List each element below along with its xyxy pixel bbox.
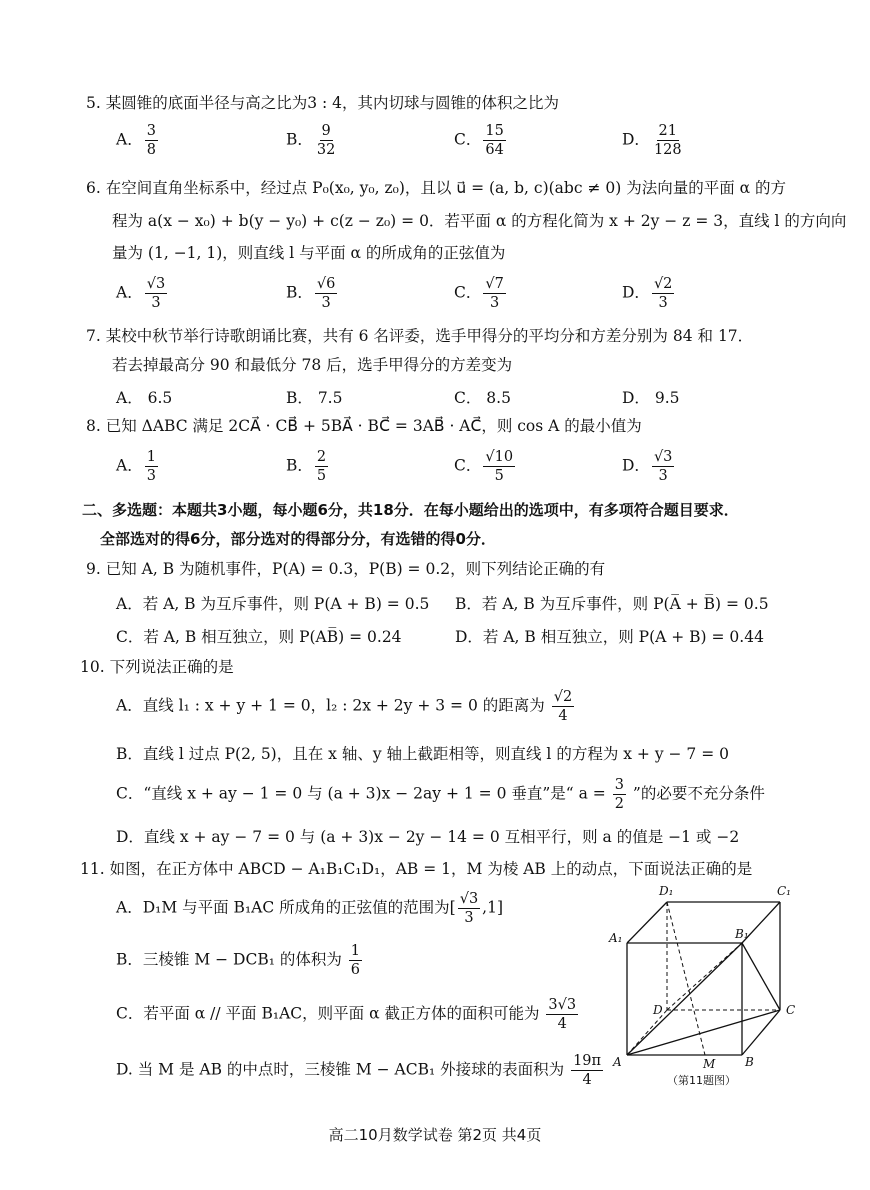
q11-d-pre: D. 当 M 是 AB 的中点时，三棱锥 M − ACB₁ 外接球的表面积为 bbox=[116, 1060, 565, 1079]
q6-option-letter: D． bbox=[622, 283, 650, 302]
q6-option-a bbox=[116, 275, 169, 312]
label-b1: B₁ bbox=[735, 927, 749, 941]
q11-d-num: 19π bbox=[573, 1053, 602, 1069]
q9-stem: 9. 已知 A, B 为随机事件，P(A) = 0.3，P(B) = 0.2，则下列结论正确的有 bbox=[86, 560, 606, 578]
q8-option-den: 3 bbox=[658, 468, 668, 484]
q8-option-c bbox=[454, 448, 517, 485]
q8-option-d bbox=[622, 448, 676, 485]
q6-option-num: √7 bbox=[485, 276, 504, 292]
q6-option-den: 3 bbox=[321, 295, 331, 311]
q6-option-fraction bbox=[483, 275, 505, 312]
q10-a-den: 4 bbox=[558, 708, 568, 724]
q7-line1: 7. 某校中秋节举行诗歌朗诵比赛，共有 6 名评委，选手甲得分的平均分和方差分别为 84 和 17． bbox=[86, 327, 754, 345]
q5-option-letter: A． bbox=[116, 130, 143, 149]
q5-option-den: 64 bbox=[485, 142, 504, 158]
q11-c-fraction bbox=[546, 996, 578, 1033]
q11-a-den: 3 bbox=[464, 910, 474, 926]
q5-option-num: 21 bbox=[658, 123, 677, 139]
q11-d-den: 4 bbox=[582, 1072, 592, 1088]
q5-option-num: 15 bbox=[485, 123, 504, 139]
label-a: A bbox=[613, 1055, 622, 1069]
q8-option-fraction bbox=[652, 448, 674, 485]
label-b: B bbox=[745, 1055, 754, 1069]
q8-option-b bbox=[286, 448, 330, 485]
label-a1: A₁ bbox=[609, 931, 623, 945]
q11-a-fraction bbox=[458, 890, 480, 927]
q7-option-b: B． 7.5 bbox=[286, 389, 343, 407]
q5-option-num: 3 bbox=[146, 123, 156, 139]
figure-caption: （第11题图） bbox=[667, 1074, 736, 1087]
q11-b-pre: B．三棱锥 M − DCB₁ 的体积为 bbox=[116, 950, 342, 969]
q8-option-letter: A． bbox=[116, 456, 143, 475]
q10-option-c bbox=[116, 776, 765, 813]
q5-option-den: 8 bbox=[146, 142, 156, 158]
q8-option-a bbox=[116, 448, 160, 485]
q10-c-num: 3 bbox=[614, 777, 624, 793]
q5-option-den: 32 bbox=[316, 142, 336, 158]
q11-stem: 11. 如图，在正方体中 ABCD − A₁B₁C₁D₁，AB = 1，M 为棱 AB 上的动点，下面说法正确的是 bbox=[80, 860, 753, 878]
q11-c-den: 4 bbox=[557, 1016, 567, 1032]
q8-option-den: 5 bbox=[494, 468, 504, 484]
q10-c-fraction bbox=[613, 776, 626, 813]
q6-option-num: √2 bbox=[653, 276, 673, 292]
q8-option-fraction bbox=[145, 448, 158, 485]
q5-option-d bbox=[622, 122, 686, 159]
q8-option-num: √3 bbox=[653, 449, 673, 465]
q5-option-fraction bbox=[145, 122, 158, 159]
q6-option-fraction bbox=[652, 275, 674, 312]
q11-option-a bbox=[116, 890, 503, 927]
q5-option-b bbox=[286, 122, 339, 159]
q11-b-num: 1 bbox=[350, 943, 361, 959]
q6-line2: 程为 a(x − x₀) + b(y − y₀) + c(z − z₀) = 0．若平面 α 的方程化简为 x + 2y − z = 3，直线 l 的方向向 bbox=[112, 212, 847, 230]
section2-note: 全部选对的得6分，部分选对的得部分分，有选错的得0分． bbox=[100, 530, 496, 548]
cube-figure bbox=[605, 880, 805, 1094]
q10-c-den: 2 bbox=[614, 796, 624, 812]
q6-option-den: 3 bbox=[658, 295, 668, 311]
q6-option-den: 3 bbox=[489, 295, 500, 311]
q11-c-num: 3√3 bbox=[548, 997, 577, 1013]
q6-option-num: √3 bbox=[146, 276, 166, 292]
q8-option-num: √10 bbox=[485, 449, 514, 465]
q6-line3: 量为 (1, −1, 1)，则直线 l 与平面 α 的所成角的正弦值为 bbox=[112, 244, 506, 262]
label-d1: D₁ bbox=[659, 884, 674, 898]
q6-option-num: √6 bbox=[316, 276, 336, 292]
q10-option-d: D．直线 x + ay − 7 = 0 与 (a + 3)x − 2y − 14 = 0 互相平行，则 a 的值是 −1 或 −2 bbox=[116, 828, 740, 846]
q11-c-pre: C．若平面 α // 平面 B₁AC，则平面 α 截正方体的面积可能为 bbox=[116, 1004, 540, 1023]
q8-option-letter: B． bbox=[286, 456, 313, 475]
q6-option-d bbox=[622, 275, 676, 312]
q5-option-num: 9 bbox=[321, 123, 331, 139]
q11-b-den: 6 bbox=[350, 962, 361, 978]
q7-option-c: C． 8.5 bbox=[454, 389, 511, 407]
q11-a-num: √3 bbox=[459, 891, 479, 907]
q8-option-den: 3 bbox=[146, 468, 156, 484]
q11-option-d bbox=[116, 1052, 605, 1089]
q6-option-c bbox=[454, 275, 508, 312]
q6-option-fraction bbox=[145, 275, 167, 312]
q10-stem: 10. 下列说法正确的是 bbox=[80, 658, 234, 676]
q10-a-num: √2 bbox=[553, 689, 573, 705]
q6-option-letter: B． bbox=[286, 283, 313, 302]
q6-option-den: 3 bbox=[151, 295, 161, 311]
q9-option-c: C．若 A, B 相互独立，则 P(AB̅) = 0.24 bbox=[116, 628, 402, 646]
q11-b-fraction bbox=[349, 942, 362, 979]
label-m: M bbox=[703, 1057, 716, 1071]
q8-option-letter: C． bbox=[454, 456, 482, 475]
q7-line2: 若去掉最高分 90 和最低分 78 后，选手甲得分的方差变为 bbox=[112, 356, 513, 374]
cube-diagram bbox=[605, 880, 805, 1090]
q7-option-d: D． 9.5 bbox=[622, 389, 680, 407]
q9-option-b: B．若 A, B 为互斥事件，则 P(A̅ + B̅) = 0.5 bbox=[455, 595, 769, 613]
q11-a-pre: A．D₁M 与平面 B₁AC 所成角的正弦值的范围为[ bbox=[116, 898, 456, 917]
q6-option-b bbox=[286, 275, 339, 312]
q11-option-b bbox=[116, 942, 364, 979]
q8-stem: 8. 已知 ΔABC 满足 2CA⃗ · CB⃗ + 5BA⃗ · BC⃗ = 3AB⃗ · AC⃗，则 cos A 的最小值为 bbox=[86, 417, 642, 435]
q10-c-post: ”的必要不充分条件 bbox=[632, 784, 765, 803]
q5-option-a bbox=[116, 122, 160, 159]
q5-option-letter: C． bbox=[454, 130, 482, 149]
q5-option-letter: D． bbox=[622, 130, 650, 149]
q5-option-fraction bbox=[652, 122, 684, 159]
q5-option-c bbox=[454, 122, 508, 159]
q6-option-letter: C． bbox=[454, 283, 482, 302]
label-c1: C₁ bbox=[777, 884, 791, 898]
q10-a-fraction bbox=[552, 688, 574, 725]
q5-option-letter: B． bbox=[286, 130, 313, 149]
q10-c-pre: C．“直线 x + ay − 1 = 0 与 (a + 3)x − 2ay + 1 = 0 垂直”是“ a = bbox=[116, 784, 606, 803]
q8-option-fraction bbox=[483, 448, 515, 485]
q5-option-fraction bbox=[315, 122, 337, 159]
q11-option-c bbox=[116, 996, 580, 1033]
q8-option-num: 2 bbox=[316, 449, 327, 465]
q9-option-d: D．若 A, B 相互独立，则 P(A + B) = 0.44 bbox=[455, 628, 764, 646]
q6-option-fraction bbox=[315, 275, 337, 312]
label-c: C bbox=[786, 1003, 796, 1017]
q11-d-fraction bbox=[571, 1052, 603, 1089]
q8-option-num: 1 bbox=[146, 449, 156, 465]
q9-option-a: A．若 A, B 为互斥事件，则 P(A + B) = 0.5 bbox=[116, 595, 430, 613]
q8-option-fraction bbox=[315, 448, 328, 485]
section2-title: 二、多选题：本题共3小题，每小题6分，共18分．在每小题给出的选项中，有多项符合题目要求． bbox=[82, 501, 739, 519]
page-footer: 高二10月数学试卷 第2页 共4页 bbox=[328, 1126, 542, 1144]
q10-option-a bbox=[116, 688, 576, 725]
q5-option-fraction bbox=[483, 122, 505, 159]
q6-line1: 6. 在空间直角坐标系中，经过点 P₀(x₀, y₀, z₀)，且以 u⃗ = (a, b, c)(abc ≠ 0) 为法向量的平面 α 的方 bbox=[86, 179, 787, 197]
q7-option-a: A． 6.5 bbox=[116, 389, 173, 407]
q8-option-letter: D． bbox=[622, 456, 650, 475]
q8-option-den: 5 bbox=[316, 468, 327, 484]
q10-a-text: A．直线 l₁ : x + y + 1 = 0，l₂ : 2x + 2y + 3 = 0 的距离为 bbox=[116, 696, 545, 715]
q6-option-letter: A． bbox=[116, 283, 143, 302]
q5-option-den: 128 bbox=[653, 142, 682, 158]
label-d: D bbox=[653, 1003, 663, 1017]
q10-option-b: B．直线 l 过点 P(2, 5)，且在 x 轴、y 轴上截距相等，则直线 l 的方程为 x + y − 7 = 0 bbox=[116, 745, 729, 763]
q11-a-post: ,1] bbox=[482, 898, 504, 917]
q5-stem: 5. 某圆锥的底面半径与高之比为3 : 4，其内切球与圆锥的体积之比为 bbox=[86, 94, 560, 112]
